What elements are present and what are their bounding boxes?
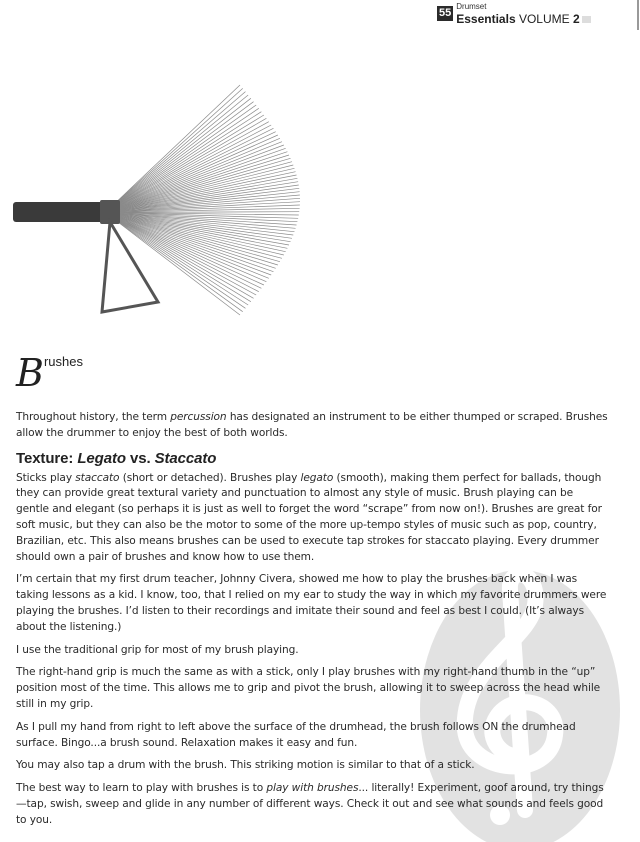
- body-paragraph: [16, 572, 608, 635]
- bristle: [110, 105, 256, 209]
- book-volume-number: 2: [573, 12, 580, 26]
- text-run: ... literally! Experiment, goof around, try things—tap, swish, sweep and glide in any number of different ways. Check it out and see what sounds and feels good to you.: [16, 782, 604, 826]
- text-run: Sticks play: [16, 471, 76, 484]
- bristle: [110, 125, 271, 209]
- section-title-initial: B: [16, 351, 44, 395]
- text-run: (smooth), making them perfect for ballads, though they can provide great textural variety and punctuation to almost any style of music. Brush playing can be gentle and elegant (so perhaps it is just as well to forget the word “scrape” from now on!). Brushes are great for soft music, but they can also be the motor to some of the more up-tempo styles of music such as pop, country, Brazilian, etc. This also means brushes can be used to execute tap strokes for staccato playing. Every drummer should own a pair of brushes and know how to use them.: [16, 471, 602, 563]
- article-body: [16, 410, 608, 836]
- bristle: [110, 216, 248, 305]
- text-run: The best way to learn to play with brushes is to: [16, 782, 267, 795]
- emphasis-text: legato: [300, 471, 334, 484]
- body-paragraph: [16, 665, 608, 712]
- body-paragraph: [16, 720, 608, 752]
- body-paragraph: [16, 758, 608, 774]
- emphasis-text: percussion: [170, 411, 227, 423]
- emphasis-text: staccato: [75, 471, 120, 484]
- section-title: [16, 350, 83, 396]
- text-run: The right-hand grip is much the same as with a stick, only I play brushes with my right-hand thumb in the “up” position most of the time. This allows me to grip and pivot the brush, allowing it to sweep across the head while still in my grip.: [16, 666, 601, 710]
- section-title-rest: rushes: [43, 354, 83, 369]
- text-run: has designated an instrument to be either thumped or scraped. Brushes allow the drummer to enjoy the best of both worlds.: [16, 411, 608, 439]
- text-run: (short or detached). Brushes play: [119, 471, 301, 484]
- bristle: [110, 112, 261, 209]
- brush-photo: [10, 80, 320, 320]
- subheading-legato: Legato: [77, 449, 126, 467]
- bristle: [110, 214, 280, 262]
- paragraphs: [16, 471, 608, 829]
- page-edge-line: [637, 0, 639, 30]
- subheading-vs: vs.: [125, 449, 155, 467]
- page-number: 55: [439, 7, 452, 19]
- bristle: [110, 145, 284, 210]
- bristle: [110, 95, 248, 208]
- bristle: [110, 216, 243, 312]
- book-title-bold: Essentials: [456, 12, 516, 26]
- bristle: [110, 215, 271, 275]
- book-volume-label: VOLUME: [518, 12, 570, 26]
- body-paragraph: [16, 643, 608, 659]
- book-title: [456, 12, 590, 26]
- intro-paragraph: [16, 410, 608, 442]
- text-run: You may also tap a drum with the brush. This striking motion is similar to that of a stick.: [16, 759, 475, 772]
- text-run: I use the traditional grip for most of my brush playing.: [16, 643, 299, 656]
- subheading-staccato: Staccato: [154, 449, 217, 467]
- subheading: [16, 449, 608, 468]
- body-paragraph: [16, 781, 608, 828]
- text-run: As I pull my hand from right to left above the surface of the drumhead, the brush follows ON the drumhead surface. Bingo...a brush sound. Relaxation makes it easy and fun.: [16, 720, 576, 749]
- series-label: Drumset: [456, 2, 487, 11]
- running-header: [437, 2, 591, 26]
- text-run: I’m certain that my first drum teacher, Johnny Civera, showed me how to play the brushes back when I was taking lessons as a kid. I know, too, that I relied on my ear to study the way in which my favorite drummers were playing the brushes. I’d listen to their recordings and imitate their sound and feel as best I could. (It’s always about the listening.): [16, 573, 607, 633]
- header-decoration: [582, 16, 591, 23]
- emphasis-text: play with brushes: [266, 782, 359, 795]
- brush-handle: [13, 202, 113, 222]
- subheading-prefix: Texture:: [16, 449, 78, 467]
- body-paragraph: [16, 471, 608, 566]
- text-run: Throughout history, the term: [16, 411, 171, 423]
